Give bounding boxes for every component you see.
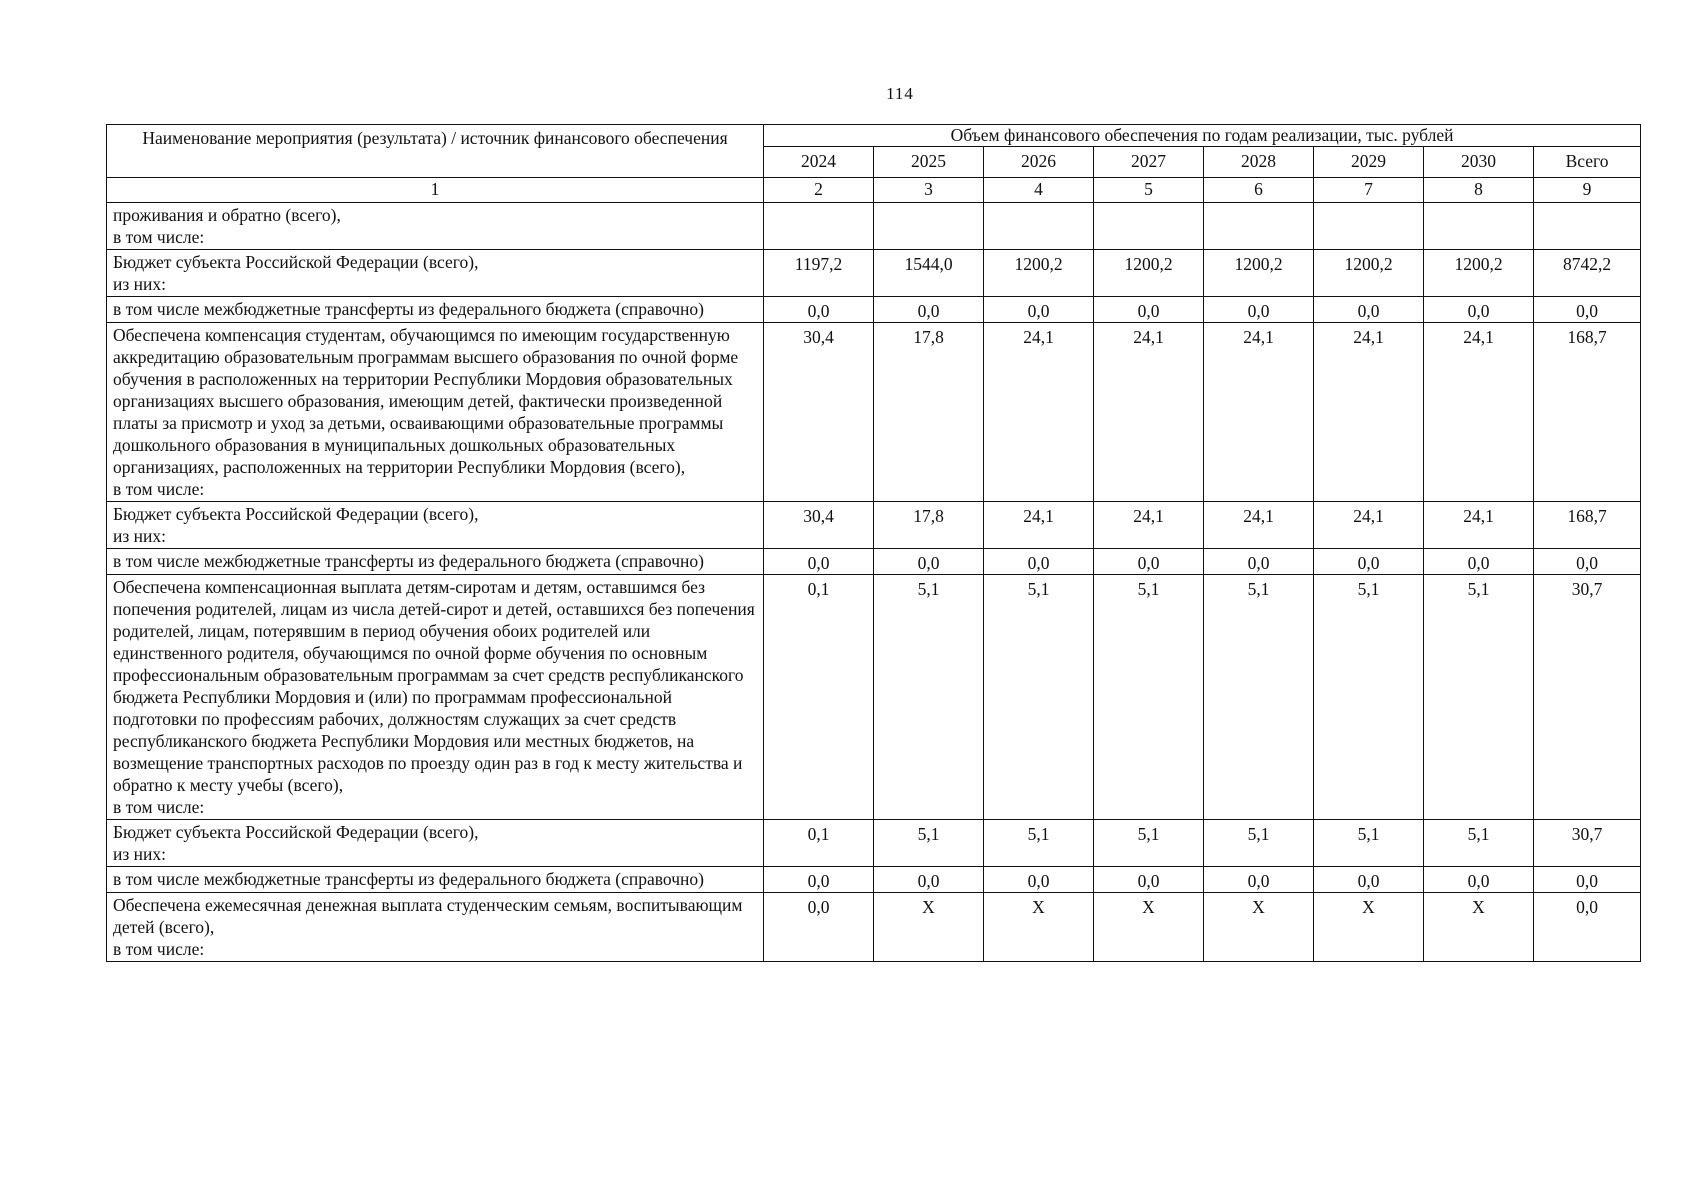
volume-group-header: Объем финансового обеспечения по годам реализации, тыс. рублей: [764, 125, 1641, 147]
row-value-cell: 0,0: [764, 297, 874, 323]
row-value-cell: 1200,2: [1424, 250, 1534, 297]
table-row: [107, 250, 1641, 297]
row-name-cell: в том числе межбюджетные трансферты из федерального бюджета (справочно): [107, 867, 764, 893]
row-value-cell: 5,1: [1204, 575, 1314, 820]
row-value-cell: 30,4: [764, 323, 874, 502]
row-value-cell: 1200,2: [1094, 250, 1204, 297]
row-value-cell: 0,0: [1424, 549, 1534, 575]
row-value-cell: 0,0: [764, 867, 874, 893]
row-value-cell: 0,0: [764, 893, 874, 962]
row-value-cell: Х: [874, 893, 984, 962]
row-value-cell: 24,1: [984, 502, 1094, 549]
column-number-row: [107, 178, 1641, 203]
row-name-cell: в том числе межбюджетные трансферты из федерального бюджета (справочно): [107, 549, 764, 575]
row-value-cell: 5,1: [1314, 575, 1424, 820]
header-row-1: [107, 125, 1641, 147]
row-value-cell: 5,1: [1424, 575, 1534, 820]
row-value-cell: 0,0: [764, 549, 874, 575]
financing-table: [106, 124, 1641, 962]
row-value-cell: 24,1: [1314, 323, 1424, 502]
year-header: 2027: [1094, 147, 1204, 178]
row-value-cell: 1544,0: [874, 250, 984, 297]
table-row: [107, 297, 1641, 323]
row-value-cell: 5,1: [1094, 575, 1204, 820]
year-header: 2029: [1314, 147, 1424, 178]
total-header: Всего: [1534, 147, 1641, 178]
row-value-cell: 24,1: [984, 323, 1094, 502]
row-value-cell: 0,0: [1094, 297, 1204, 323]
row-value-cell: 1200,2: [984, 250, 1094, 297]
row-value-cell: 0,0: [1204, 549, 1314, 575]
table-row: [107, 549, 1641, 575]
row-value-cell: 17,8: [874, 323, 984, 502]
column-number: 2: [764, 178, 874, 203]
page-number: 114: [886, 84, 914, 103]
row-value-cell: 24,1: [1424, 502, 1534, 549]
row-value-cell: 0,0: [1204, 297, 1314, 323]
row-value-cell: [1094, 203, 1204, 250]
row-value-cell: 0,0: [984, 297, 1094, 323]
row-value-cell: [874, 203, 984, 250]
table-row: [107, 203, 1641, 250]
row-total-cell: [1534, 203, 1641, 250]
row-value-cell: 5,1: [874, 575, 984, 820]
year-header: 2028: [1204, 147, 1314, 178]
table-body: [107, 203, 1641, 962]
row-value-cell: 5,1: [984, 575, 1094, 820]
row-value-cell: 0,0: [1314, 297, 1424, 323]
row-name-cell: Бюджет субъекта Российской Федерации (всего), из них:: [107, 502, 764, 549]
row-value-cell: 0,0: [1424, 867, 1534, 893]
row-name-cell: в том числе межбюджетные трансферты из федерального бюджета (справочно): [107, 297, 764, 323]
row-value-cell: 0,0: [874, 867, 984, 893]
column-number: 8: [1424, 178, 1534, 203]
row-name-cell: Обеспечена компенсация студентам, обучающимся по имеющим государственную аккредитацию образовательным программам высшего образования по очной форме обучения в расположенных на территории Республики Мордовия образовательных организациях высшего образования, имеющим детей, фактически произведенной платы за присмотр и уход за детьми, осваивающими образовательные программы дошкольного образования в муниципальных дошкольных образовательных организациях, расположенных на территории Республики Мордовия (всего), в том числе:: [107, 323, 764, 502]
row-value-cell: [984, 203, 1094, 250]
year-header: 2026: [984, 147, 1094, 178]
row-total-cell: 0,0: [1534, 297, 1641, 323]
column-number: 7: [1314, 178, 1424, 203]
row-value-cell: 5,1: [1424, 820, 1534, 867]
row-value-cell: 5,1: [1204, 820, 1314, 867]
row-value-cell: [764, 203, 874, 250]
row-value-cell: 1200,2: [1314, 250, 1424, 297]
table-row: [107, 820, 1641, 867]
table-row: [107, 893, 1641, 962]
row-value-cell: Х: [1314, 893, 1424, 962]
row-value-cell: 1200,2: [1204, 250, 1314, 297]
row-name-cell: проживания и обратно (всего), в том числе:: [107, 203, 764, 250]
column-number: 3: [874, 178, 984, 203]
row-value-cell: 5,1: [874, 820, 984, 867]
row-value-cell: [1204, 203, 1314, 250]
row-total-cell: 30,7: [1534, 575, 1641, 820]
row-value-cell: 30,4: [764, 502, 874, 549]
row-value-cell: 0,0: [1204, 867, 1314, 893]
name-column-header: Наименование мероприятия (результата) / источник финансового обеспечения: [107, 125, 764, 178]
row-value-cell: 24,1: [1424, 323, 1534, 502]
row-value-cell: 0,0: [874, 549, 984, 575]
column-number: 9: [1534, 178, 1641, 203]
column-number: 1: [107, 178, 764, 203]
row-value-cell: 17,8: [874, 502, 984, 549]
row-value-cell: 0,0: [1424, 297, 1534, 323]
row-value-cell: [1424, 203, 1534, 250]
row-name-cell: Бюджет субъекта Российской Федерации (всего), из них:: [107, 250, 764, 297]
row-value-cell: Х: [1094, 893, 1204, 962]
row-value-cell: 1197,2: [764, 250, 874, 297]
row-value-cell: [1314, 203, 1424, 250]
row-name-cell: Бюджет субъекта Российской Федерации (всего), из них:: [107, 820, 764, 867]
row-value-cell: 0,0: [874, 297, 984, 323]
row-value-cell: 24,1: [1204, 323, 1314, 502]
row-value-cell: Х: [1424, 893, 1534, 962]
row-total-cell: 0,0: [1534, 867, 1641, 893]
year-header: 2025: [874, 147, 984, 178]
row-value-cell: 5,1: [984, 820, 1094, 867]
row-value-cell: 0,0: [1094, 867, 1204, 893]
row-value-cell: 0,0: [1314, 867, 1424, 893]
column-number: 4: [984, 178, 1094, 203]
row-value-cell: 24,1: [1094, 502, 1204, 549]
row-value-cell: 24,1: [1314, 502, 1424, 549]
row-value-cell: 0,0: [1314, 549, 1424, 575]
row-value-cell: Х: [1204, 893, 1314, 962]
year-header: 2030: [1424, 147, 1534, 178]
row-value-cell: 0,0: [984, 549, 1094, 575]
row-name-cell: Обеспечена компенсационная выплата детям-сиротам и детям, оставшимся без попечения родителей, лицам из числа детей-сирот и детей, оставшихся без попечения родителей, лицам, потерявшим в период обучения обоих родителей или единственного родителя, обучающимся по очной форме обучения по основным профессиональным образовательным программам за счет средств республиканского бюджета Республики Мордовия и (или) по программам профессиональной подготовки по профессиям рабочих, должностям служащих за счет средств республиканского бюджета Республики Мордовия или местных бюджетов, на возмещение транспортных расходов по проезду один раз в год к месту жительства и обратно к месту учебы (всего), в том числе:: [107, 575, 764, 820]
table-row: [107, 502, 1641, 549]
row-total-cell: 30,7: [1534, 820, 1641, 867]
row-value-cell: Х: [984, 893, 1094, 962]
year-header: 2024: [764, 147, 874, 178]
row-value-cell: 0,0: [1094, 549, 1204, 575]
row-total-cell: 0,0: [1534, 549, 1641, 575]
row-total-cell: 8742,2: [1534, 250, 1641, 297]
column-number: 6: [1204, 178, 1314, 203]
table-row: [107, 323, 1641, 502]
row-total-cell: 0,0: [1534, 893, 1641, 962]
column-number: 5: [1094, 178, 1204, 203]
table-row: [107, 575, 1641, 820]
row-value-cell: 5,1: [1314, 820, 1424, 867]
row-total-cell: 168,7: [1534, 502, 1641, 549]
row-value-cell: 0,1: [764, 575, 874, 820]
row-total-cell: 168,7: [1534, 323, 1641, 502]
row-name-cell: Обеспечена ежемесячная денежная выплата студенческим семьям, воспитывающим детей (всего), в том числе:: [107, 893, 764, 962]
row-value-cell: 24,1: [1204, 502, 1314, 549]
table-row: [107, 867, 1641, 893]
row-value-cell: 5,1: [1094, 820, 1204, 867]
row-value-cell: 0,0: [984, 867, 1094, 893]
row-value-cell: 24,1: [1094, 323, 1204, 502]
row-value-cell: 0,1: [764, 820, 874, 867]
